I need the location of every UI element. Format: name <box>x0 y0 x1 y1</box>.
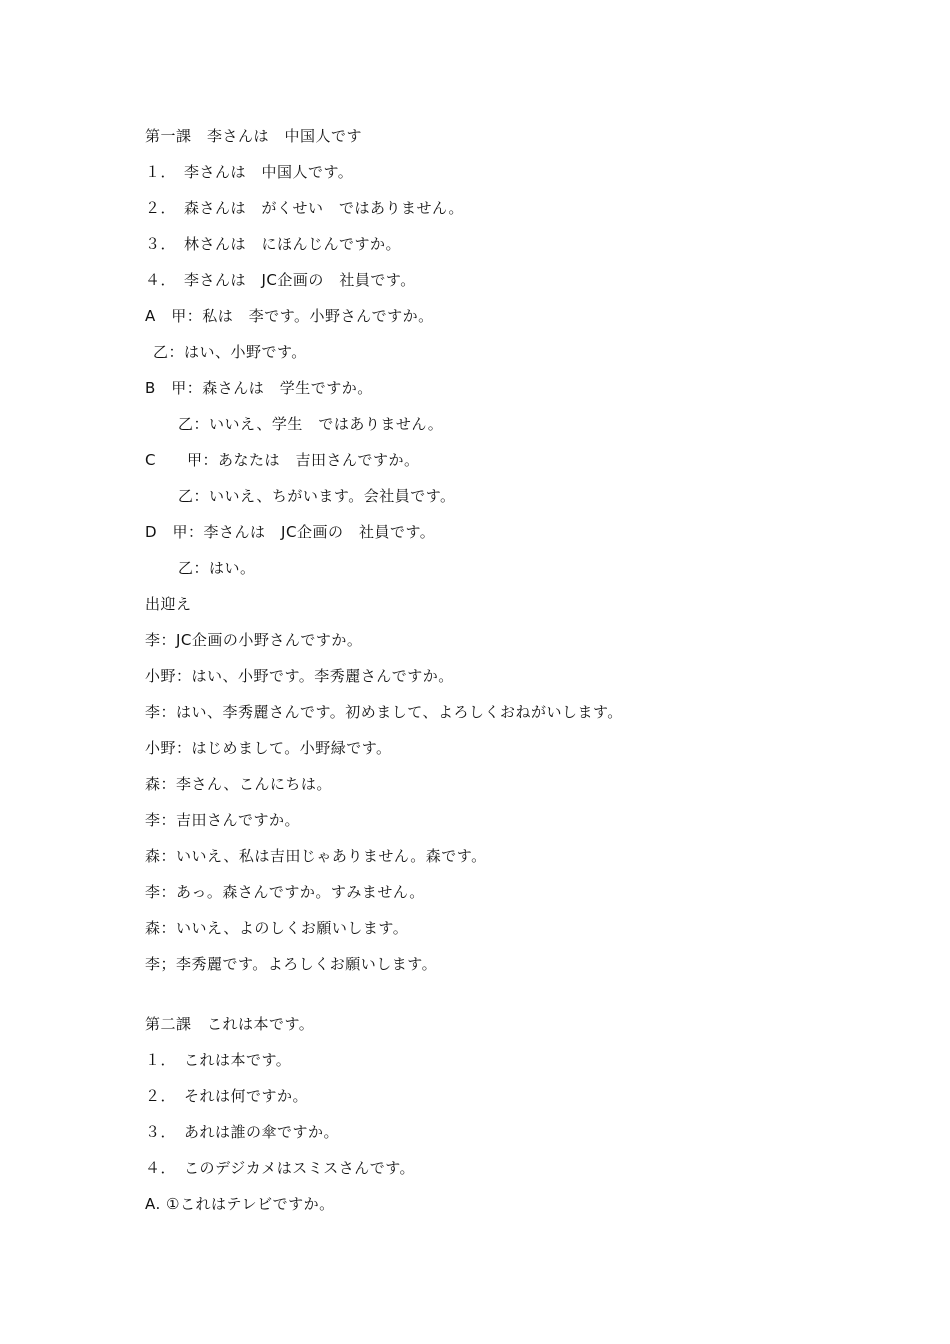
dialogue-line: 森：いいえ、私は吉田じゃありません。森です。 <box>145 847 487 865</box>
dialogue-line: 李：吉田さんですか。 <box>145 811 301 829</box>
dialogue-line: 李；李秀麗です。よろしくお願いします。 <box>145 955 438 973</box>
practice-line: D 甲：李さんは JC企画の 社員です。 <box>145 523 436 541</box>
dialogue-line: 李：JC企画の小野さんですか。 <box>145 631 363 649</box>
lesson1-sentence: ３． 林さんは にほんじんですか。 <box>145 235 402 253</box>
lesson2-sentence: ４． このデジカメはスミスさんです。 <box>145 1159 416 1177</box>
lesson1-sentence: ２． 森さんは がくせい ではありません。 <box>145 199 464 217</box>
lesson2-sentence: ２． それは何ですか。 <box>145 1087 309 1105</box>
practice-line: B 甲：森さんは 学生ですか。 <box>145 379 373 397</box>
dialogue-title: 出迎え <box>145 595 192 613</box>
dialogue-line: 小野：はじめまして。小野緑です。 <box>145 739 392 757</box>
practice-line: 乙：はい、小野です。 <box>153 343 307 361</box>
dialogue-line: 李：あっ。森さんですか。すみません。 <box>145 883 425 901</box>
dialogue-line: 森：李さん、こんにちは。 <box>145 775 332 793</box>
dialogue-line: 小野：はい、小野です。李秀麗さんですか。 <box>145 667 454 685</box>
lesson1-sentence: ４． 李さんは JC企画の 社員です。 <box>145 271 416 289</box>
practice-line: 乙：いいえ、学生 ではありません。 <box>178 415 444 433</box>
lesson1-sentence: １． 李さんは 中国人です。 <box>145 163 354 181</box>
lesson2-title: 第二課 これは本です。 <box>145 1015 315 1033</box>
practice-line: C 甲：あなたは 吉田さんですか。 <box>145 451 420 469</box>
dialogue-line: 李：はい、李秀麗さんです。初めまして、よろしくおねがいします。 <box>145 703 623 721</box>
dialogue-line: 森：いいえ、よのしくお願いします。 <box>145 919 409 937</box>
lesson2-practice-line: A. ①これはテレビですか。 <box>145 1195 335 1213</box>
practice-line: 乙：いいえ、ちがいます。会社員です。 <box>178 487 456 505</box>
lesson2-sentence: １． これは本です。 <box>145 1051 292 1069</box>
practice-line: A 甲：私は 李です。小野さんですか。 <box>145 307 434 325</box>
lesson2-sentence: ３． あれは誰の傘ですか。 <box>145 1123 340 1141</box>
practice-line: 乙：はい。 <box>178 559 256 577</box>
lesson1-title: 第一課 李さんは 中国人です <box>145 127 363 145</box>
